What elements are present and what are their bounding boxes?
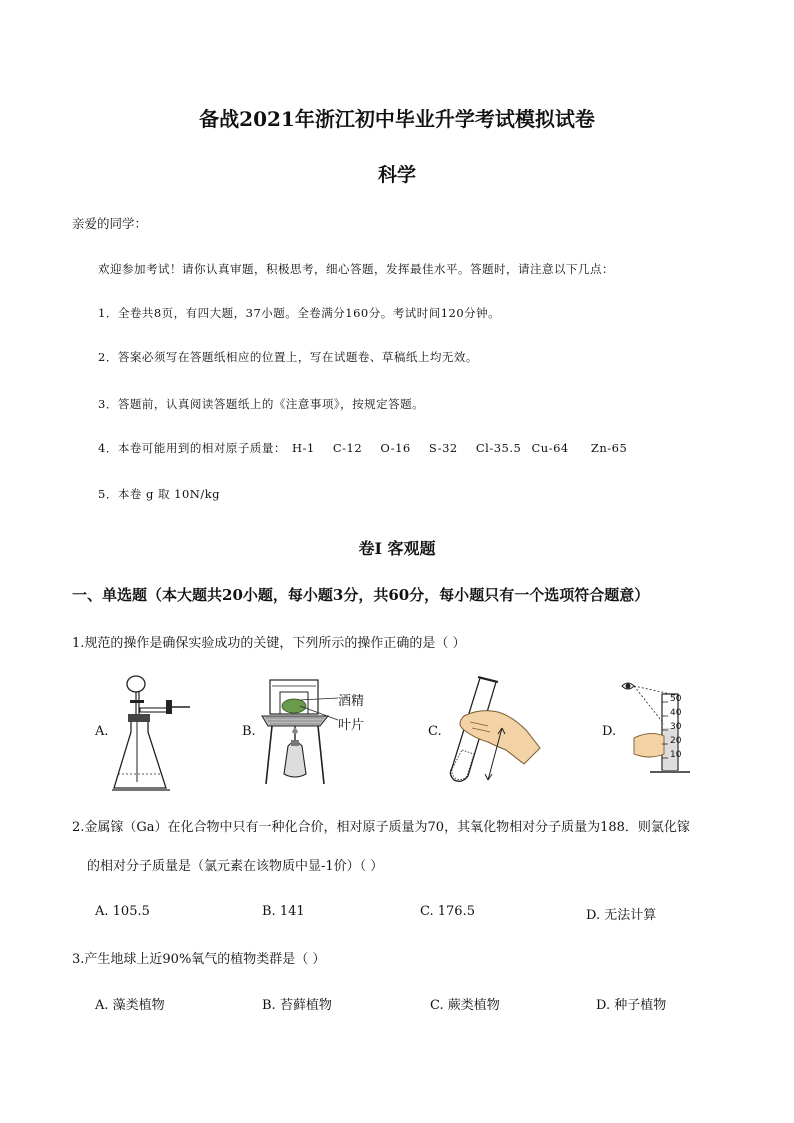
- cylinder-tick-label: 20: [670, 736, 682, 746]
- question-2-stem-line-2: 的相对分子质量是（氯元素在该物质中显-1价）（ ）: [87, 859, 384, 874]
- figure-label-d: D.: [602, 724, 617, 739]
- figure-label-c: C.: [428, 724, 442, 739]
- cylinder-scale: [670, 692, 681, 762]
- atomic-mass: S-32: [428, 441, 458, 455]
- atomic-mass: Cl-35.5: [475, 441, 522, 455]
- question-3-stem: 3.产生地球上近90%氧气的植物类群是（ ）: [72, 952, 326, 967]
- figure-b-alcohol-label: 酒精: [338, 694, 365, 709]
- pointer-lines: [300, 692, 340, 722]
- notice-intro: 欢迎参加考试！请你认真审题，积极思考，细心答题，发挥最佳水平。答题时，请注意以下几点：: [98, 262, 614, 276]
- test-tube-hand-figure: [440, 672, 545, 790]
- question-2-option-d: D. 无法计算: [586, 908, 657, 923]
- question-2-option-a: A. 105.5: [95, 904, 150, 919]
- notice-item-2: 2．答案必须写在答题纸相应的位置上，写在试题卷、草稿纸上均无效。: [98, 350, 478, 364]
- flask-funnel-figure: [110, 670, 195, 795]
- cylinder-tick-label: 30: [670, 722, 682, 732]
- atomic-mass: Cu-64: [531, 441, 569, 455]
- notice-item-1: 1．全卷共8页，有四大题，37小题。全卷满分160分。考试时间120分钟。: [98, 306, 501, 320]
- cylinder-tick-label: 10: [670, 750, 682, 760]
- atomic-mass: H-1: [291, 441, 315, 455]
- subject-title: 科学: [377, 164, 416, 186]
- question-2-stem-line-1: 2.金属镓（Ga）在化合物中只有一种化合价，相对原子质量为70，其氧化物相对分子质量为188．则氯化镓: [72, 820, 690, 835]
- figure-label-b: B.: [242, 724, 256, 739]
- part-title: 卷Ⅰ 客观题: [358, 539, 436, 558]
- notice-item-4-prefix: 4．本卷可能用到的相对原子质量：: [98, 441, 286, 455]
- exam-title: 备战2021年浙江初中毕业升学考试模拟试卷: [199, 107, 595, 131]
- question-1-stem: 1.规范的操作是确保实验成功的关键，下列所示的操作正确的是（ ）: [72, 636, 466, 651]
- atomic-mass: C-12: [332, 441, 363, 455]
- section-title: 一、单选题（本大题共20小题，每小题3分，共60分，每小题只有一个选项符合题意）: [72, 586, 650, 604]
- notice-item-5: 5．本卷 g 取 10N/kg: [98, 487, 221, 501]
- cylinder-tick-label: 50: [670, 694, 682, 704]
- graduated-cylinder-figure: [620, 676, 700, 782]
- atomic-mass: O-16: [380, 441, 411, 455]
- greeting: 亲爱的同学：: [72, 216, 148, 231]
- notice-item-3: 3．答题前，认真阅读答题纸上的《注意事项》，按规定答题。: [98, 397, 425, 411]
- question-3-option-d: D. 种子植物: [596, 998, 667, 1013]
- question-2-option-c: C. 176.5: [420, 904, 475, 919]
- atomic-mass: Zn-65: [590, 441, 628, 455]
- notice-item-4: [98, 440, 641, 456]
- figure-label-a: A.: [95, 724, 109, 739]
- question-2-option-b: B. 141: [262, 904, 305, 919]
- figure-b-leaf-label: 叶片: [338, 718, 365, 733]
- question-3-option-c: C. 蕨类植物: [430, 998, 500, 1013]
- question-3-option-b: B. 苔藓植物: [262, 998, 332, 1013]
- cylinder-tick-label: 40: [670, 708, 682, 718]
- question-3-option-a: A. 藻类植物: [95, 998, 165, 1013]
